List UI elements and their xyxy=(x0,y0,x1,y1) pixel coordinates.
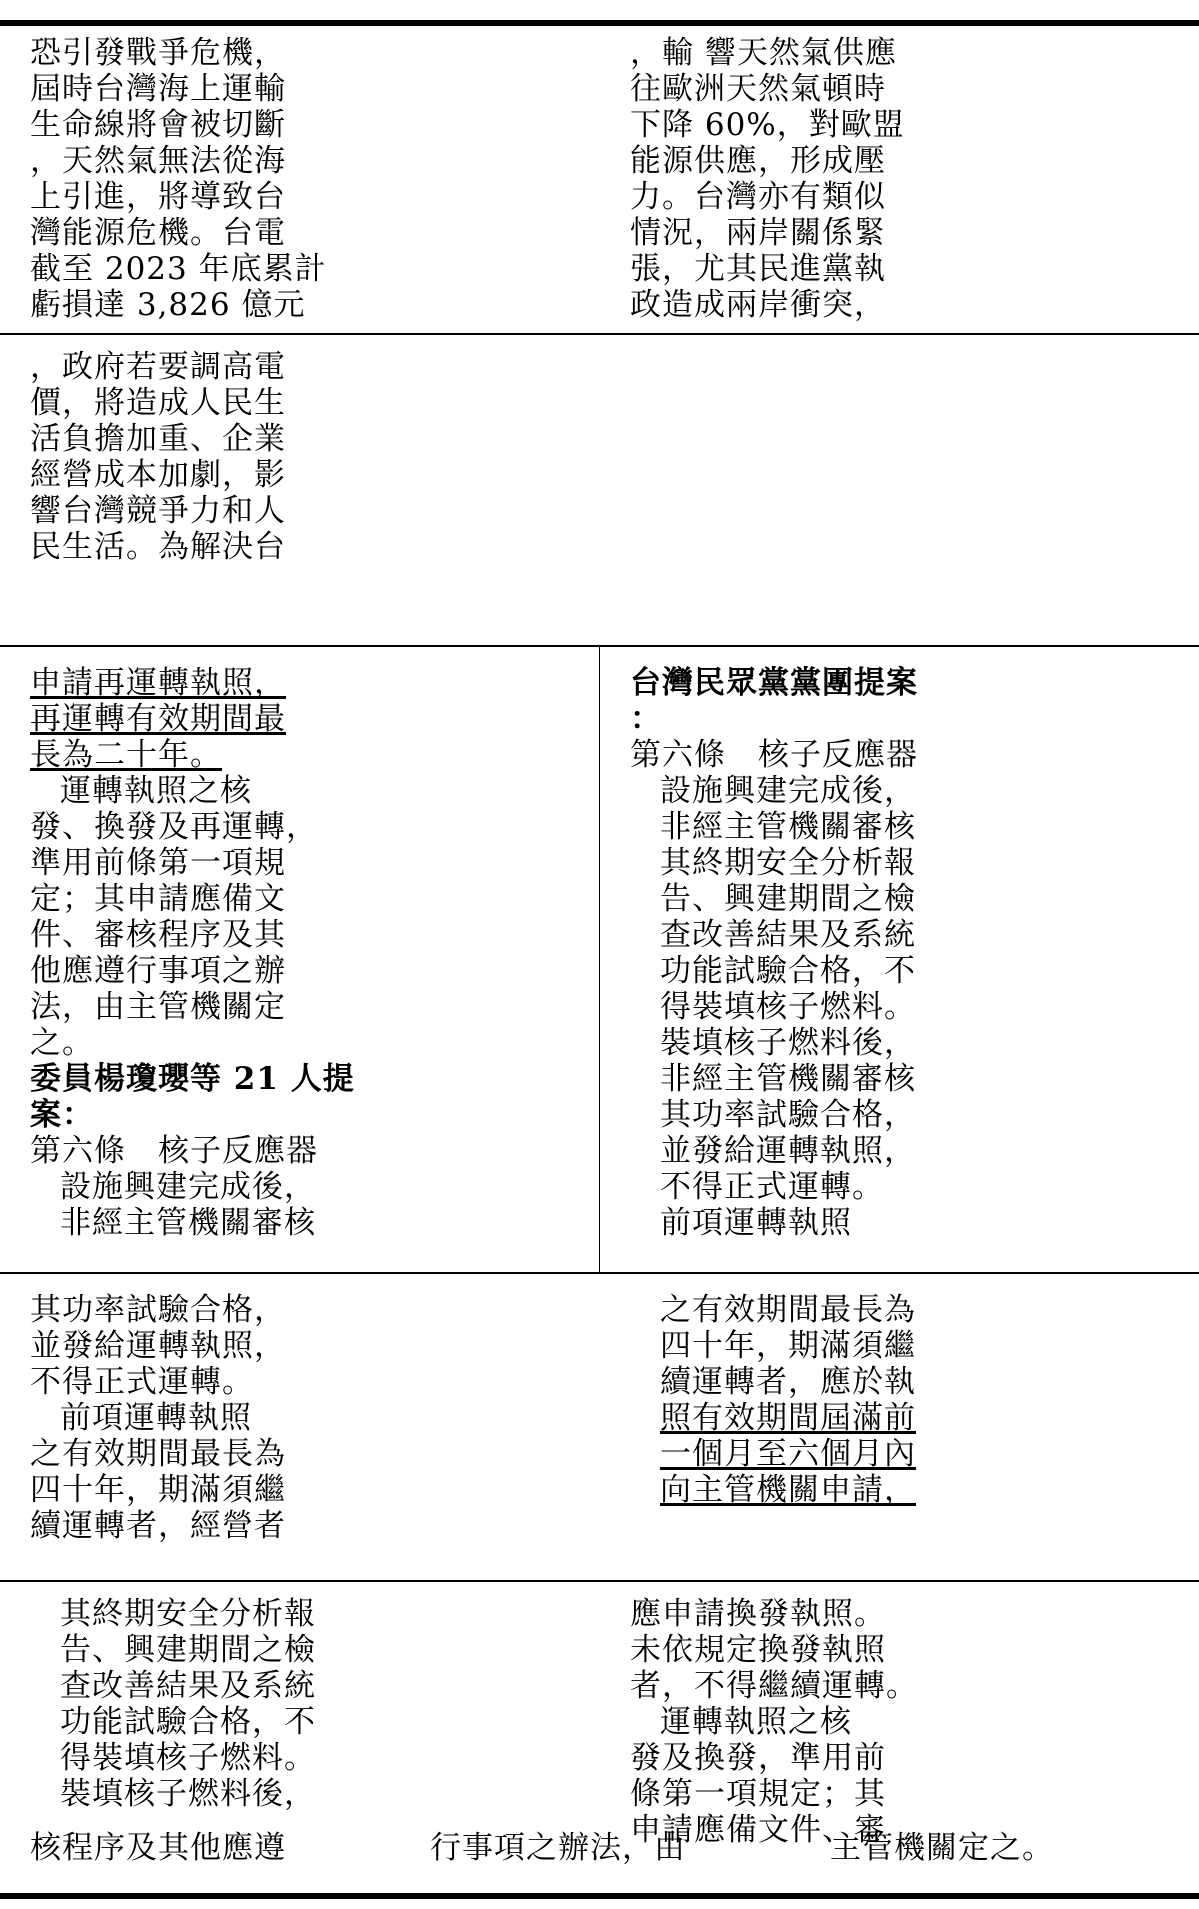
bottom-left-text-cont3 xyxy=(400,1830,800,1866)
middle-right-text-cont xyxy=(600,1292,1199,1508)
text-line: 運轉執照之核 xyxy=(660,1704,852,1740)
text-line: 響台灣競爭力和人 xyxy=(30,493,286,529)
text-line: 查改善結果及系統 xyxy=(60,1668,316,1704)
section-divider-4 xyxy=(0,1580,1199,1582)
text-line: 上引進，將導致台 xyxy=(30,179,286,215)
text-line: 主管機關定之。 xyxy=(830,1830,1054,1866)
text-line: 申請應備文件、審 xyxy=(630,1812,886,1848)
text-line: 法，由主管機關定 xyxy=(30,989,286,1025)
text-line: 申請再運轉執照， xyxy=(30,665,286,701)
text-line: 者，不得繼續運轉。 xyxy=(630,1668,918,1704)
text-line: 下降 60%，對歐盟 xyxy=(630,107,905,143)
text-line: 裝填核子燃料後， xyxy=(60,1776,316,1812)
text-line: 往歐洲天然氣頓時 xyxy=(630,71,886,107)
proposal-heading: 案： xyxy=(30,1097,94,1133)
text-line: 之有效期間最長為 xyxy=(660,1292,916,1328)
text-line: 得裝填核子燃料。 xyxy=(60,1740,316,1776)
section-divider-1 xyxy=(0,333,1199,335)
text-line: 其終期安全分析報 xyxy=(660,845,916,881)
section-divider-3 xyxy=(0,1272,1199,1274)
text-line: ，政府若要調高電 xyxy=(30,349,286,385)
middle-left-text-cont xyxy=(0,1596,599,1812)
text-line: 不得正式運轉。 xyxy=(30,1364,254,1400)
text-line: 長為二十年。 xyxy=(30,737,222,773)
text-line: 定；其申請應備文 xyxy=(30,881,286,917)
text-line: 非經主管機關審核 xyxy=(660,1061,916,1097)
bottom-left-text-cont xyxy=(600,1596,1199,1848)
text-line: 非經主管機關審核 xyxy=(660,809,916,845)
text-line: 不得正式運轉。 xyxy=(660,1169,884,1205)
text-line: 情況，兩岸關係緊 xyxy=(630,215,886,251)
text-line: 得裝填核子燃料。 xyxy=(660,989,916,1025)
text-line: 並發給運轉執照， xyxy=(660,1133,916,1169)
text-line: 之。 xyxy=(30,1025,94,1061)
text-line: 設施興建完成後， xyxy=(660,773,916,809)
top-commentary-text-cont2 xyxy=(0,349,1199,565)
text-line: 功能試驗合格，不 xyxy=(660,953,916,989)
middle-left-text xyxy=(0,665,599,1241)
text-line: ，天然氣無法從海 xyxy=(30,143,286,179)
bottom-left-text xyxy=(0,1292,599,1544)
text-line: 其功率試驗合格， xyxy=(660,1097,916,1133)
text-line: 再運轉有效期間最 xyxy=(30,701,286,737)
text-line: 他應遵行事項之辦 xyxy=(30,953,286,989)
text-line: 能源供應，形成壓 xyxy=(630,143,886,179)
text-line: 件、審核程序及其 xyxy=(30,917,286,953)
text-line: 續運轉者，應於執 xyxy=(660,1364,916,1400)
text-line: 一個月至六個月內 xyxy=(660,1436,916,1472)
text-line: 未依規定換發執照 xyxy=(630,1632,886,1668)
top-rule xyxy=(0,20,1199,26)
text-line: 虧損達 3,826 億元 xyxy=(30,287,306,323)
text-line: 之有效期間最長為 xyxy=(30,1436,286,1472)
article-heading: 第六條 核子反應器 xyxy=(30,1133,318,1169)
text-line: 告、興建期間之檢 xyxy=(660,881,916,917)
text-line: 張，尤其民進黨執 xyxy=(630,251,886,287)
text-line: ，輸 響天然氣供應 xyxy=(630,35,897,71)
text-line: 發、換發及再運轉， xyxy=(30,809,318,845)
text-line: 設施興建完成後， xyxy=(60,1169,316,1205)
text-line: 告、興建期間之檢 xyxy=(60,1632,316,1668)
text-line: 準用前條第一項規 xyxy=(30,845,286,881)
middle-right-text xyxy=(600,665,1199,1241)
text-line: 裝填核子燃料後， xyxy=(660,1025,916,1061)
text-line: 續運轉者，經營者 xyxy=(30,1508,286,1544)
text-line: 經營成本加劇，影 xyxy=(30,457,286,493)
text-line: 其功率試驗合格， xyxy=(30,1292,286,1328)
bottom-rule xyxy=(0,1893,1199,1899)
text-line: 力。台灣亦有類似 xyxy=(630,179,886,215)
text-line: 四十年，期滿須繼 xyxy=(30,1472,286,1508)
text-line: 其終期安全分析報 xyxy=(60,1596,316,1632)
top-commentary-text xyxy=(600,35,1199,323)
text-line: 非經主管機關審核 xyxy=(60,1205,316,1241)
text-line: 屆時台灣海上運輸 xyxy=(30,71,286,107)
text-line: 灣能源危機。台電 xyxy=(30,215,286,251)
text-line: 行事項之辦法，由 xyxy=(430,1830,686,1866)
text-line: 前項運轉執照 xyxy=(660,1205,852,1241)
proposal-heading: ： xyxy=(630,701,662,737)
text-line: 查改善結果及系統 xyxy=(660,917,916,953)
text-line: 條第一項規定；其 xyxy=(630,1776,886,1812)
text-line: 政造成兩岸衝突， xyxy=(630,287,886,323)
text-line: 應申請換發執照。 xyxy=(630,1596,886,1632)
text-line: 截至 2023 年底累計 xyxy=(30,251,327,287)
text-line: 前項運轉執照 xyxy=(60,1400,252,1436)
text-line: 民生活。為解決台 xyxy=(30,529,286,565)
text-line: 運轉執照之核 xyxy=(60,773,252,809)
text-line: 並發給運轉執照， xyxy=(30,1328,286,1364)
text-line: 核程序及其他應遵 xyxy=(30,1830,286,1866)
text-line: 生命線將會被切斷 xyxy=(30,107,286,143)
text-line: 恐引發戰爭危機， xyxy=(30,35,286,71)
text-line: 活負擔加重、企業 xyxy=(30,421,286,457)
text-line: 照有效期間屆滿前 xyxy=(660,1400,916,1436)
text-line: 向主管機關申請， xyxy=(660,1472,916,1508)
text-line: 四十年，期滿須繼 xyxy=(660,1328,916,1364)
text-line: 發及換發，準用前 xyxy=(630,1740,886,1776)
top-commentary-text-cont xyxy=(0,35,599,323)
proposal-heading: 委員楊瓊瓔等 21 人提 xyxy=(30,1061,355,1097)
bottom-left-text-cont4 xyxy=(800,1830,1199,1866)
article-heading: 第六條 核子反應器 xyxy=(630,737,918,773)
text-line: 價，將造成人民生 xyxy=(30,385,286,421)
proposal-heading: 台灣民眾黨黨團提案 xyxy=(630,665,918,701)
text-line: 功能試驗合格，不 xyxy=(60,1704,316,1740)
